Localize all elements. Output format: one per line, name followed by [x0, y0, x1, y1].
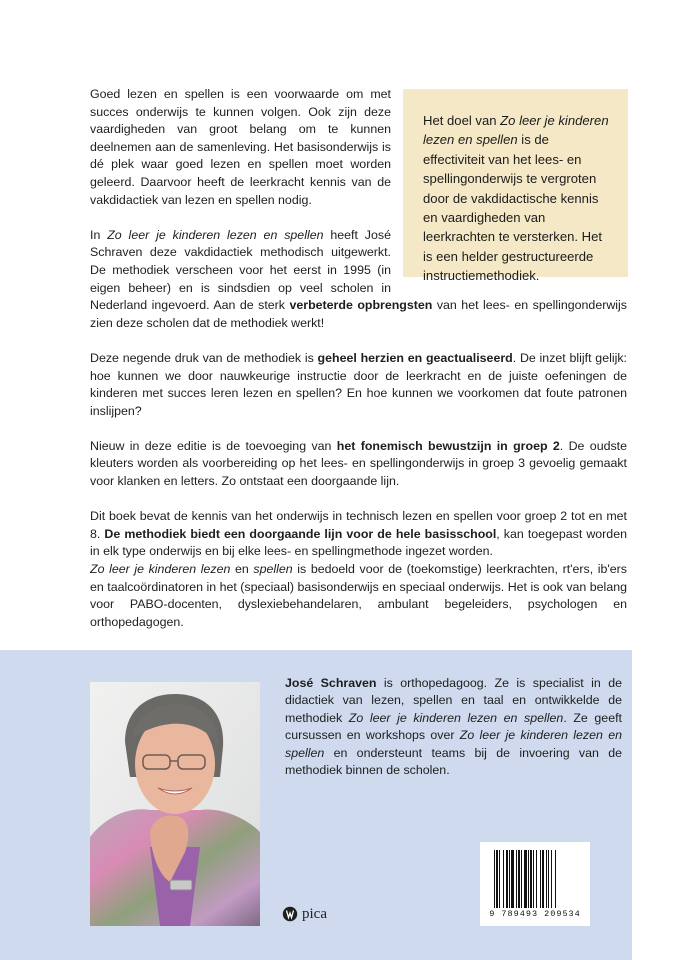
highlight-box — [403, 89, 628, 284]
isbn-digits: 9 789493 209534 — [489, 909, 581, 919]
text-run: is orthopedagoog. Ze is specialist in de didactiek van lezen, spellen en taal en ontwikkelde de methodiek — [285, 676, 622, 725]
publisher-name: pica — [302, 905, 327, 922]
text-run: spellen — [253, 562, 293, 577]
paragraph-scope — [90, 508, 627, 561]
text-run: Het doel van — [423, 113, 501, 128]
publisher-logo — [282, 903, 327, 925]
text-run: De methodiek biedt een doorgaande lijn voor de hele basisschool — [104, 526, 497, 541]
author-bio — [285, 675, 622, 779]
blurb-text — [90, 86, 627, 649]
highlight-text — [423, 113, 609, 283]
text-run: heeft José Schraven deze vakdidactiek methodisch uitgewerkt. De methodiek verscheen voor het eerst in 1995 (in eigen beheer) en is sindsdien op veel scholen in Nederland ingevoerd. Aan de sterk — [90, 227, 391, 313]
paragraph-intro: Goed lezen en spellen is een voorwaarde om met succes onderwijs te kunnen volgen. Ook zijn deze vaardigheden van groot belang om te kunnen deelnemen aan de samenleving. Het basisonderwijs is dé plek waar goed lezen en spellen moet worden geleerd. Daarvoor heeft de leerkracht kennis van de vakdidactiek van lezen en spellen nodig. — [90, 87, 391, 207]
text-run: is bedoeld voor de (toekomstige) leerkrachten, rt'ers, ib'ers en taalcoördinatoren in het (speciaal) basisonderwijs en speciaal onderwijs. Het is ook van belang voor PABO-docenten, dyslexiebehandelaren, ambulant begeleiders, psychologen en orthopedagogen. — [90, 562, 627, 629]
text-run: Zo leer je kinderen lezen en spellen — [285, 728, 622, 760]
portrait-illustration — [90, 682, 260, 926]
text-run: In — [90, 227, 108, 242]
text-run: . Ze geeft cursussen en workshops over — [285, 710, 622, 743]
text-run: Zo leer je kinderen lezen en spellen — [423, 113, 609, 148]
text-run: geheel herzien en geactualiseerd — [317, 350, 513, 365]
text-run: Zo leer je kinderen lezen en spellen — [348, 710, 564, 725]
text-run: Zo leer je kinderen lezen — [90, 562, 231, 577]
text-run: van het lees- en spellingonderwijs zien deze scholen dat de methodiek werkt! — [90, 298, 627, 330]
paragraph-new — [90, 438, 627, 491]
text-run: verbeterde opbrengsten — [289, 298, 433, 313]
text-run: , kan toegepast worden in elk type onderwijs en bij elke lees- en spellingmethode ingezet worden. — [90, 526, 627, 559]
text-run: Zo leer je kinderen lezen en spellen — [107, 227, 324, 242]
text-run: . De inzet blijft gelijk: hoe kunnen we door nauwkeurige instructie door de leerkracht en de juiste oefeningen de kinderen met succes leren lezen en spellen? En hoe kunnen we voorkomen dat foute patronen inslijpen? — [90, 350, 627, 418]
text-run: en — [230, 562, 254, 577]
text-run: Nieuw in deze editie is de toevoeging van — [90, 438, 337, 453]
text-run: en ondersteunt teams bij de invoering van de methodiek binnen de scholen. — [285, 745, 622, 778]
paragraph-edition — [90, 350, 627, 420]
isbn-barcode — [480, 842, 590, 926]
text-run: het fonemisch bewustzijn in groep 2 — [336, 438, 560, 453]
pica-logo-icon — [282, 906, 298, 922]
author-photo — [90, 682, 260, 926]
text-run: Deze negende druk van de methodiek is — [90, 350, 318, 365]
barcode-bars-icon — [480, 842, 590, 908]
text-run: is de effectiviteit van het lees- en spellingonderwijs te vergroten door de vakdidactische kennis en vaardigheden van leerkrachten te versterken. Het is een helder gestructureerde instructiemethodiek. — [423, 132, 603, 284]
text-run: . De oudste kleuters worden als voorbereiding op het lees- en spellingonderwijs in groep 3 gevoelig gemaakt voor klanken en letters. Zo ontstaat een doorgaande lijn. — [90, 438, 627, 489]
paragraph-audience — [90, 561, 627, 631]
text-run: José Schraven — [285, 676, 377, 690]
text-run: Dit boek bevat de kennis van het onderwijs in technisch lezen en spellen voor groep 2 tot en met 8. — [90, 509, 627, 541]
